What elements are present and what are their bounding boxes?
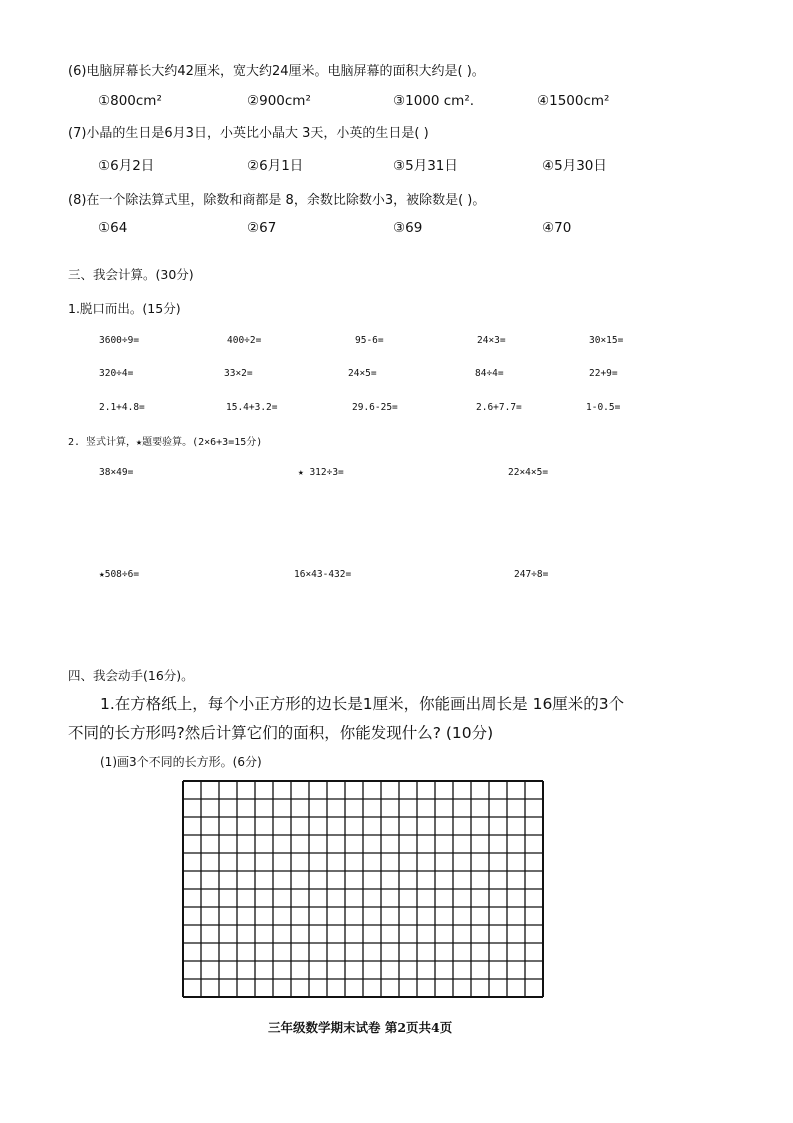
- part-1-title: 1.脱口而出。(15分): [68, 301, 181, 316]
- option-3: ③1000 cm².: [393, 93, 475, 109]
- option-3: ③69: [393, 220, 423, 236]
- option-2: ②900cm²: [247, 93, 311, 109]
- section-4-question-line-1: 1.在方格纸上，每个小正方形的边长是1厘米，你能画出周长是 16厘米的3个: [100, 695, 625, 713]
- calc-item: 2.6+7.7=: [476, 402, 522, 413]
- section-4-subquestion-1: (1)画3个不同的长方形。(6分): [100, 755, 262, 769]
- calc-item: 84÷4=: [475, 368, 504, 379]
- option-1: ①64: [98, 220, 128, 236]
- calc-item: ★508÷6=: [99, 569, 140, 580]
- option-1: ①800cm²: [98, 93, 162, 109]
- option-4: ④1500cm²: [537, 93, 610, 109]
- question-text: (7)小晶的生日是6月3日，小英比小晶大 3天，小英的生日是( ): [68, 126, 429, 141]
- calc-item: ★ 312÷3=: [298, 467, 344, 478]
- section-3-title: 三、我会计算。(30分): [68, 267, 194, 282]
- calc-item: 247÷8=: [514, 569, 549, 580]
- calc-item: 33×2=: [224, 368, 253, 379]
- calc-item: 22×4×5=: [508, 467, 549, 478]
- calc-item: 2.1+4.8=: [99, 402, 145, 413]
- grid-paper[interactable]: [182, 780, 544, 1000]
- page-footer: 三年级数学期末试卷 第2页共4页: [268, 1020, 453, 1035]
- calc-item: 1-0.5=: [586, 402, 621, 413]
- section-4-title: 四、我会动手(16分)。: [68, 668, 194, 683]
- part-2-title: 2. 竖式计算，★题要验算。(2×6+3=15分): [68, 437, 263, 448]
- option-2: ②67: [247, 220, 277, 236]
- calc-item: 3600÷9=: [99, 335, 140, 346]
- section-4-question-line-2: 不同的长方形吗?然后计算它们的面积，你能发现什么? (10分): [68, 724, 494, 742]
- option-3: ③5月31日: [393, 158, 458, 174]
- calc-item: 16×43-432=: [294, 569, 352, 580]
- option-4: ④5月30日: [542, 158, 607, 174]
- question-text: (8)在一个除法算式里，除数和商都是 8，余数比除数小3，被除数是( )。: [68, 193, 486, 208]
- calc-item: 400÷2=: [227, 335, 262, 346]
- calc-item: 38×49=: [99, 467, 134, 478]
- calc-item: 22+9=: [589, 368, 618, 379]
- option-2: ②6月1日: [247, 158, 304, 174]
- calc-item: 29.6-25=: [352, 402, 398, 413]
- calc-item: 30×15=: [589, 335, 624, 346]
- calc-item: 15.4+3.2=: [226, 402, 278, 413]
- calc-item: 95-6=: [355, 335, 384, 346]
- option-4: ④70: [542, 220, 572, 236]
- question-text: (6)电脑屏幕长大约42厘米，宽大约24厘米。电脑屏幕的面积大约是( )。: [68, 64, 485, 79]
- calc-item: 24×3=: [477, 335, 506, 346]
- option-1: ①6月2日: [98, 158, 155, 174]
- calc-item: 24×5=: [348, 368, 377, 379]
- calc-item: 320÷4=: [99, 368, 134, 379]
